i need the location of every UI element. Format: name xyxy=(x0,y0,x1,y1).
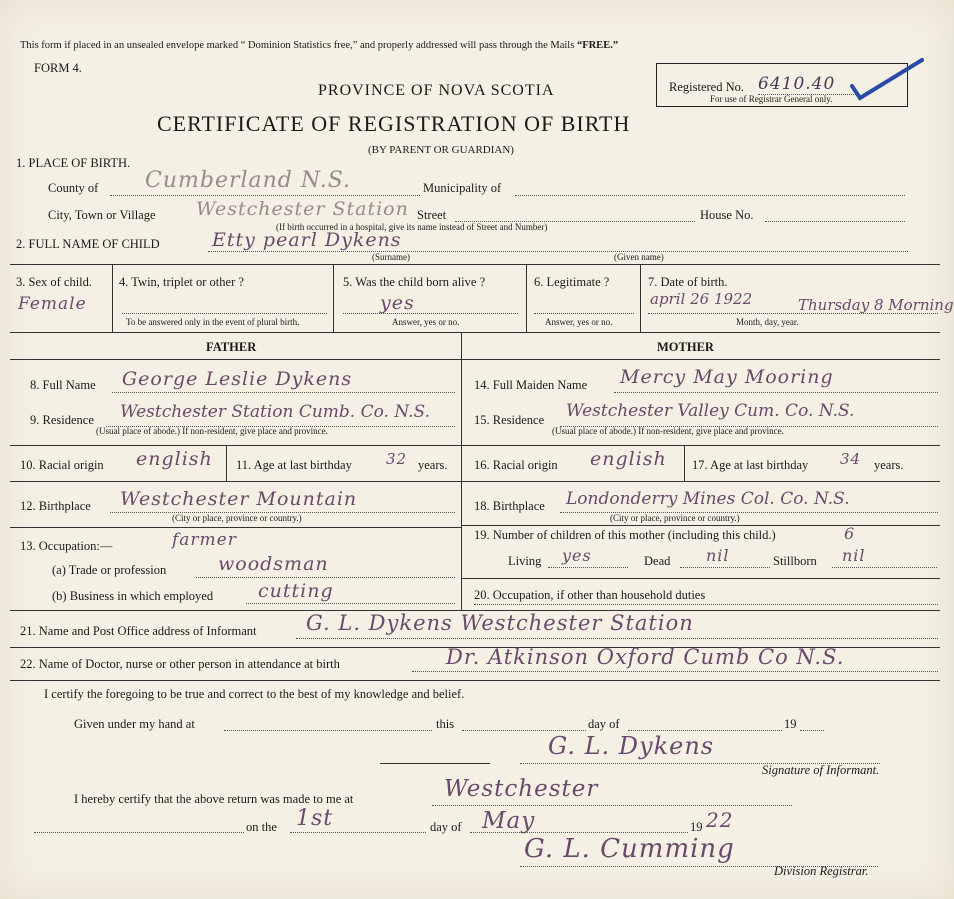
county-label: County of xyxy=(48,181,99,195)
place-of-birth-label: 1. PLACE OF BIRTH. xyxy=(16,156,131,170)
alive-label: 5. Was the child born alive ? xyxy=(343,275,486,289)
mail-note xyxy=(20,40,618,51)
dead-value: nil xyxy=(706,546,730,565)
father-years-label: years. xyxy=(418,458,448,472)
father-occupation-label: 13. Occupation:— xyxy=(20,539,113,553)
date-note: Month, day, year. xyxy=(736,317,799,327)
business-value: cutting xyxy=(258,580,334,602)
registered-value: 6410.40 xyxy=(758,74,836,94)
certify-statement: I certify the foregoing to be true and correct to the best of my knowledge and belief. xyxy=(44,687,465,701)
trade-value: woodsman xyxy=(218,553,329,575)
alive-value: yes xyxy=(380,292,415,314)
year-prefix2: 19 xyxy=(690,820,703,834)
mother-residence-note: (Usual place of abode.) If non-resident, give place and province. xyxy=(552,426,784,436)
legitimate-note: Answer, yes or no. xyxy=(545,317,613,327)
municipality-label: Municipality of xyxy=(423,181,502,195)
twin-label: 4. Twin, triplet or other ? xyxy=(119,275,244,289)
father-residence-note: (Usual place of abode.) If non-resident, give place and province. xyxy=(96,426,328,436)
children-count-value: 6 xyxy=(844,524,856,543)
date-label: 7. Date of birth. xyxy=(648,275,728,289)
father-birthplace-note: (City or place, province or country.) xyxy=(172,513,302,523)
informant-value: G. L. Dykens Westchester Station xyxy=(306,611,694,635)
on-the-label: on the xyxy=(246,820,277,834)
county-value: Cumberland N.S. xyxy=(145,168,351,193)
registrar-note: For use of Registrar General only. xyxy=(710,94,833,104)
legitimate-label: 6. Legitimate ? xyxy=(534,275,610,289)
hospital-note: (If birth occurred in a hospital, give its name instead of Street and Number) xyxy=(276,222,548,232)
month-value: May xyxy=(482,808,536,834)
given-under-label: Given under my hand at xyxy=(74,717,195,731)
form-number: FORM 4. xyxy=(34,61,82,75)
mother-years-label: years. xyxy=(874,458,904,472)
given-name-note: (Given name) xyxy=(614,252,664,262)
children-count-label: 19. Number of children of this mother (including this child.) xyxy=(474,528,776,542)
page-title: CERTIFICATE OF REGISTRATION OF BIRTH xyxy=(157,111,631,136)
father-heading: FATHER xyxy=(206,340,257,354)
mother-birthplace-label: 18. Birthplace xyxy=(474,499,545,513)
signature-informant-label: Signature of Informant. xyxy=(762,763,880,777)
trade-label: (a) Trade or profession xyxy=(52,563,167,577)
day-of-label: day of xyxy=(588,717,620,731)
doctor-value: Dr. Atkinson Oxford Cumb Co N.S. xyxy=(446,645,845,669)
mother-age-value: 34 xyxy=(840,450,862,468)
mother-racial-value: english xyxy=(590,448,667,470)
registered-label: Registered No. xyxy=(669,80,744,94)
stillborn-label: Stillborn xyxy=(773,554,817,568)
page-subtitle: (BY PARENT OR GUARDIAN) xyxy=(368,144,514,156)
mother-residence-label: 15. Residence xyxy=(474,413,545,427)
living-label: Living xyxy=(508,554,542,568)
year-value: 22 xyxy=(706,808,734,832)
twin-note: To be answered only in the event of plural birth. xyxy=(126,317,300,327)
mother-name-value: Mercy May Mooring xyxy=(620,366,834,388)
mother-racial-label: 16. Racial origin xyxy=(474,458,558,472)
mother-name-label: 14. Full Maiden Name xyxy=(474,378,588,392)
mother-birthplace-value: Londonderry Mines Col. Co. N.S. xyxy=(566,489,850,509)
mother-residence-value: Westchester Valley Cum. Co. N.S. xyxy=(566,401,855,421)
date-value: april 26 1922 xyxy=(650,290,753,308)
mail-note-text: This form if placed in an unsealed envelope marked “ Dominion Statistics free,” and properly addressed will pass through the Mails xyxy=(20,40,575,51)
father-birthplace-label: 12. Birthplace xyxy=(20,499,91,513)
return-place: Westchester xyxy=(444,776,599,802)
day-value: 1st xyxy=(296,806,334,831)
registrar-signature: G. L. Cumming xyxy=(524,834,735,864)
doctor-label: 22. Name of Doctor, nurse or other person in attendance at birth xyxy=(20,657,340,671)
mother-occupation-label: 20. Occupation, if other than household duties xyxy=(474,588,706,602)
this-label: this xyxy=(436,717,455,731)
mother-heading: MOTHER xyxy=(657,340,714,354)
division-registrar-label: Division Registrar. xyxy=(774,864,869,878)
year-prefix: 19 xyxy=(784,717,797,731)
father-age-value: 32 xyxy=(386,450,408,468)
alive-note: Answer, yes or no. xyxy=(392,317,460,327)
date-extra: Thursday 8 Morning xyxy=(798,296,954,314)
return-label: I hereby certify that the above return was made to me at xyxy=(74,792,354,806)
business-label: (b) Business in which employed xyxy=(52,589,214,603)
father-racial-label: 10. Racial origin xyxy=(20,458,104,472)
sex-value: Female xyxy=(18,294,87,314)
street-label: Street xyxy=(417,208,447,222)
city-label: City, Town or Village xyxy=(48,208,156,222)
dead-label: Dead xyxy=(644,554,671,568)
informant-signature: G. L. Dykens xyxy=(548,732,715,760)
father-racial-value: english xyxy=(136,448,213,470)
father-age-label: 11. Age at last birthday xyxy=(236,458,352,472)
mother-age-label: 17. Age at last birthday xyxy=(692,458,809,472)
stillborn-value: nil xyxy=(842,546,866,565)
child-name-value: Etty pearl Dykens xyxy=(212,229,402,251)
day-of2-label: day of xyxy=(430,820,462,834)
living-value: yes xyxy=(562,546,592,565)
informant-label: 21. Name and Post Office address of Informant xyxy=(20,624,257,638)
sex-label: 3. Sex of child. xyxy=(16,275,93,289)
city-value: Westchester Station xyxy=(196,198,409,220)
father-residence-label: 9. Residence xyxy=(30,413,94,427)
father-name-value: George Leslie Dykens xyxy=(122,368,353,390)
surname-note: (Surname) xyxy=(372,252,410,262)
mail-free: “FREE.” xyxy=(576,40,619,51)
father-occupation-value: farmer xyxy=(172,530,237,550)
checkmark-icon xyxy=(848,56,928,102)
mother-birthplace-note: (City or place, province or country.) xyxy=(610,513,740,523)
child-name-label: 2. FULL NAME OF CHILD xyxy=(16,237,160,251)
father-name-label: 8. Full Name xyxy=(30,378,96,392)
province-heading: PROVINCE OF NOVA SCOTIA xyxy=(318,82,555,99)
father-birthplace-value: Westchester Mountain xyxy=(120,488,358,510)
father-residence-value: Westchester Station Cumb. Co. N.S. xyxy=(120,402,431,422)
house-label: House No. xyxy=(700,208,754,222)
